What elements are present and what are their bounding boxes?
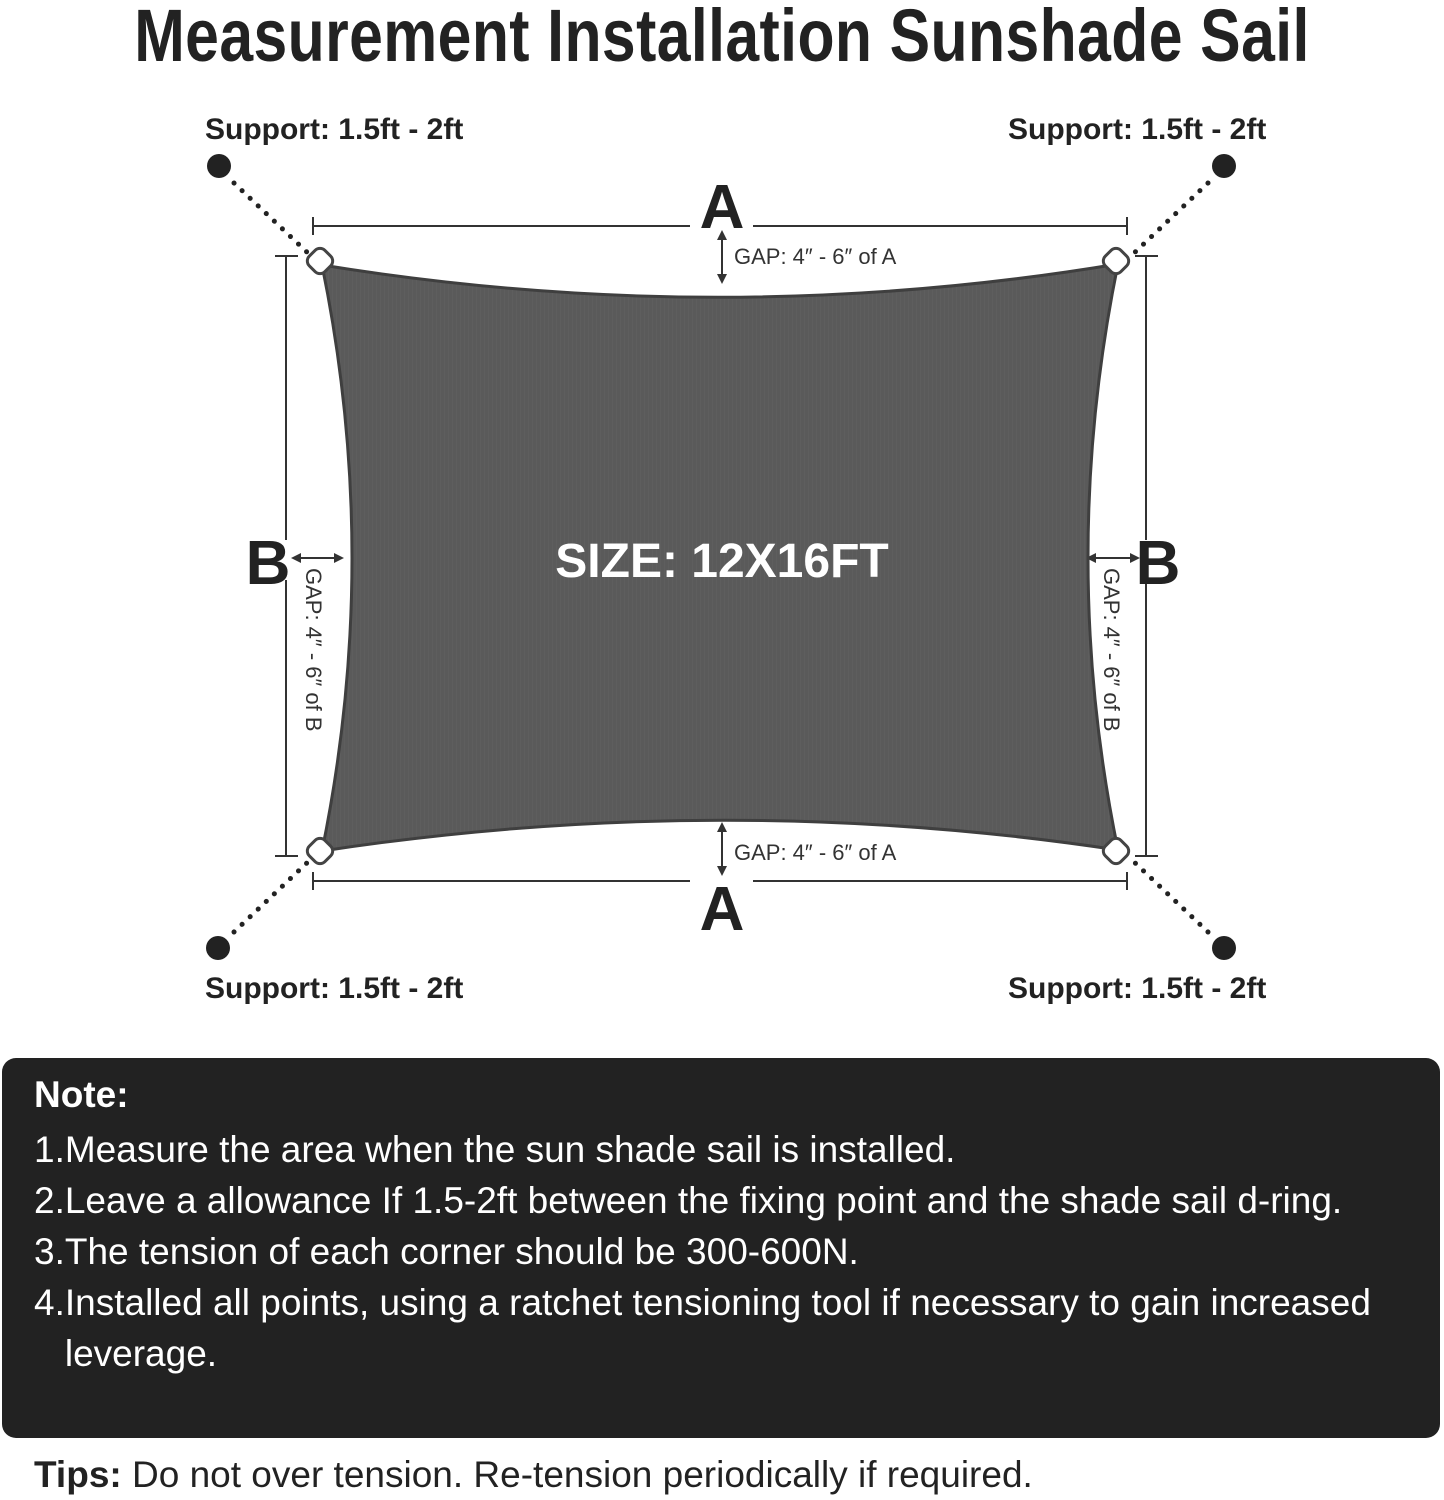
dimension-label-b-right: B (1135, 529, 1181, 598)
page-title: Measurement Installation Sunshade Sail (134, 0, 1310, 77)
gap-label-bottom: GAP: 4″ - 6″ of A (734, 840, 897, 865)
gap-label-right: GAP: 4″ - 6″ of B (1099, 568, 1124, 732)
note-item-text: Leave a allowance If 1.5-2ft between the fixing point and the shade sail d-ring. (64, 1180, 1343, 1221)
support-label-bottom-right: Support: 1.5ft - 2ft (1008, 972, 1267, 1005)
tips-text: Do not over tension. Re-tension periodically if required. (121, 1454, 1033, 1495)
support-label-top-right: Support: 1.5ft - 2ft (1008, 113, 1267, 146)
note-item-text: The tension of each corner should be 300-600N. (64, 1231, 859, 1272)
note-panel (2, 1058, 1440, 1438)
note-item (34, 1175, 1408, 1226)
note-item-number: 2. (34, 1180, 65, 1221)
note-item-number: 1. (34, 1129, 65, 1170)
gap-label-top: GAP: 4″ - 6″ of A (734, 244, 897, 269)
dimension-label-b-left: B (245, 529, 291, 598)
note-heading: Note: (34, 1074, 129, 1115)
note-item-text: Installed all points, using a ratchet tensioning tool if necessary to gain increased leverage. (64, 1282, 1371, 1374)
support-label-top-left: Support: 1.5ft - 2ft (205, 113, 464, 146)
anchor-point-icon (206, 936, 230, 960)
tips-label: Tips: (34, 1454, 122, 1495)
note-item-number: 3. (34, 1231, 65, 1272)
support-label-bottom-left: Support: 1.5ft - 2ft (205, 972, 464, 1005)
note-item-number: 4. (34, 1282, 65, 1323)
tips (34, 1452, 1033, 1498)
note-item (34, 1226, 1408, 1277)
note-item-text: Measure the area when the sun shade sail is installed. (64, 1129, 956, 1170)
anchor-point-icon (1212, 936, 1236, 960)
gap-label-left: GAP: 4″ - 6″ of B (301, 568, 326, 732)
sail-size-label: SIZE: 12X16FT (555, 535, 889, 588)
anchor-point-icon (207, 154, 231, 178)
dimension-label-a-bottom: A (699, 875, 745, 944)
anchor-point-icon (1212, 154, 1236, 178)
note-item (34, 1124, 1408, 1175)
dimension-label-a-top: A (699, 173, 745, 242)
note-item (34, 1277, 1408, 1379)
